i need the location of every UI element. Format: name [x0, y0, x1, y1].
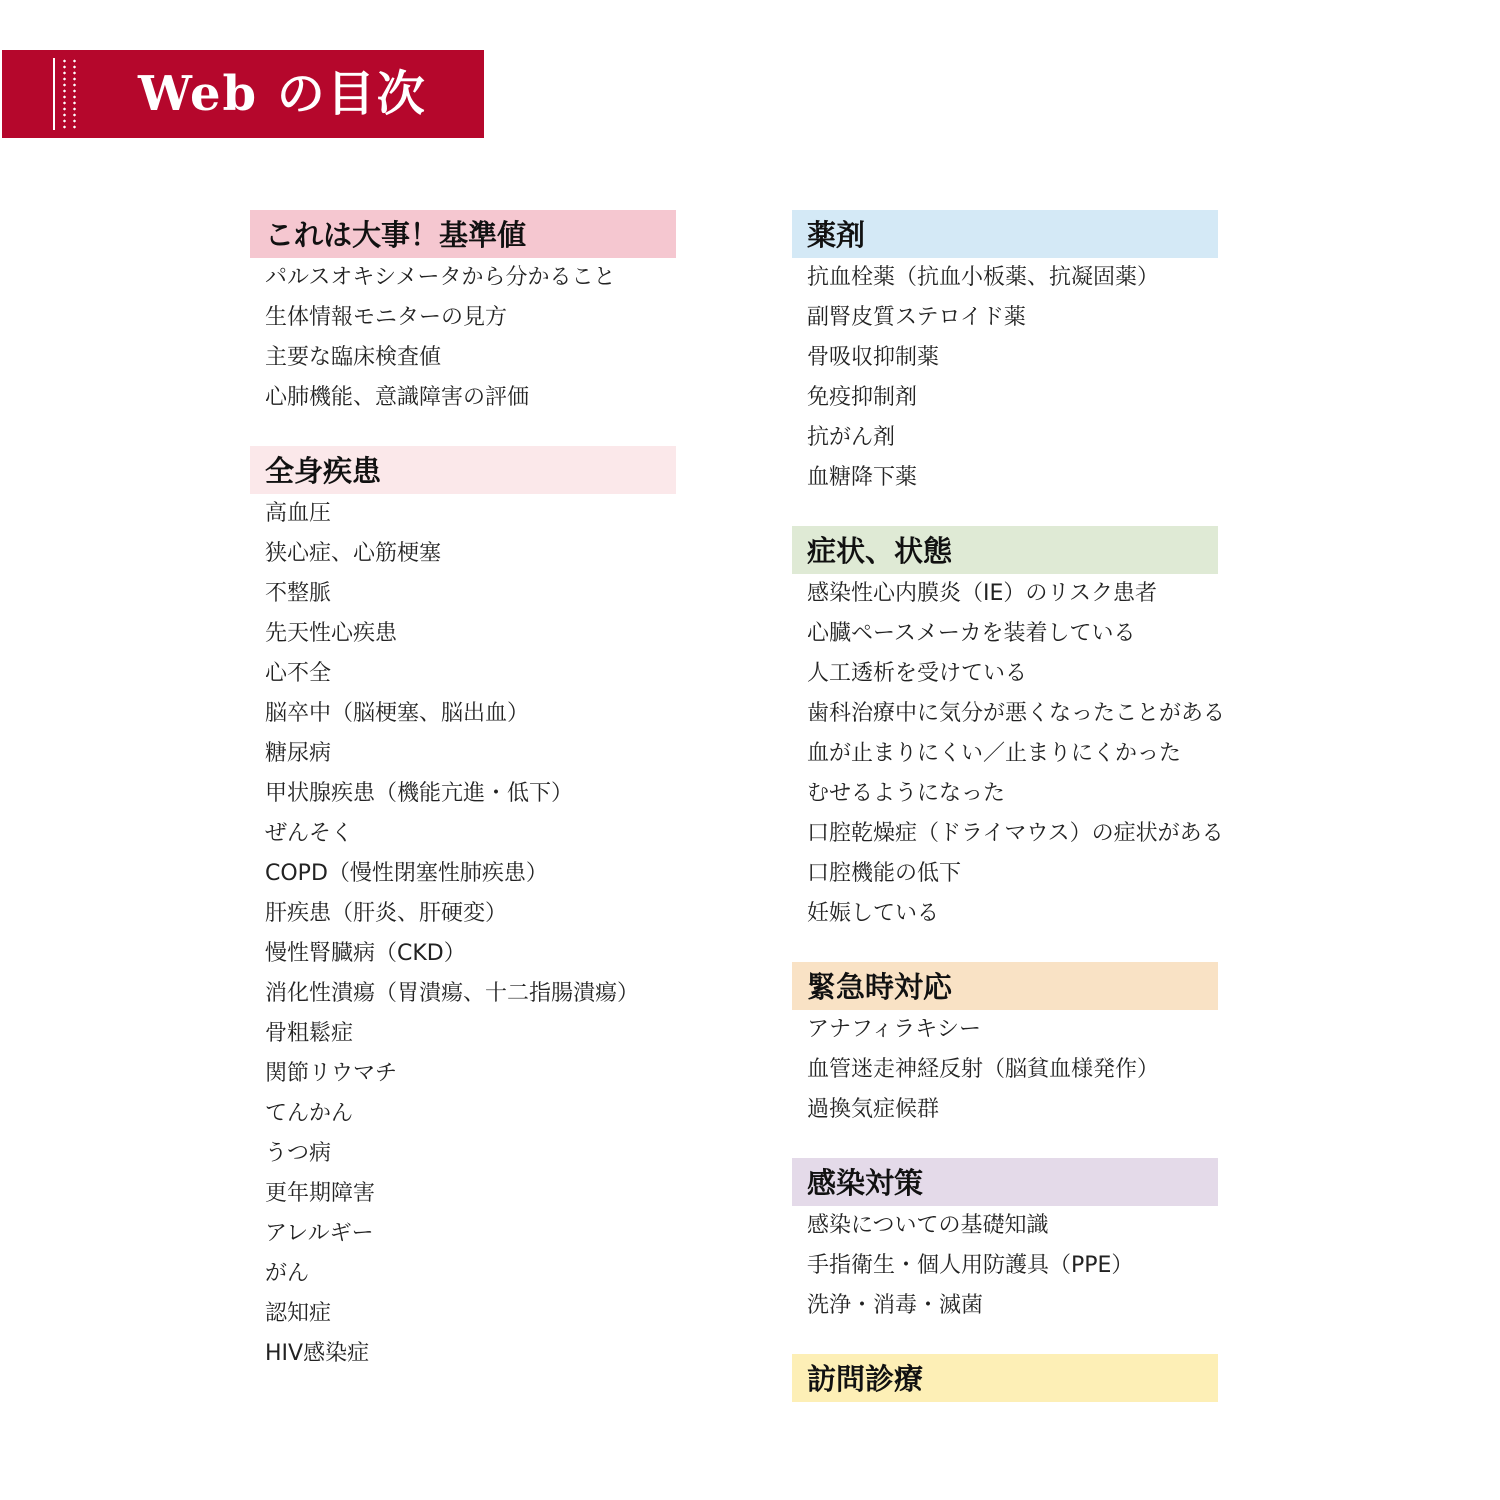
section-list: [792, 1010, 1232, 1130]
list-item[interactable]: 更年期障害: [265, 1181, 376, 1206]
list-item[interactable]: 関節リウマチ: [265, 1061, 398, 1086]
list-item[interactable]: 肝疾患（肝炎、肝硬変）: [265, 901, 508, 926]
list-item[interactable]: パルスオキシメータから分かること: [265, 265, 616, 290]
list-item[interactable]: 感染についての基礎知識: [807, 1213, 1049, 1238]
list-item[interactable]: 心肺機能、意識障害の評価: [265, 385, 530, 410]
section-emergency: [792, 962, 1232, 1130]
left-column: [250, 210, 690, 1374]
banner-dotted-line: [63, 58, 66, 130]
section-heading: 全身疾患: [250, 446, 676, 494]
list-item[interactable]: 脳卒中（脳梗塞、脳出血）: [265, 701, 530, 726]
section-infection-control: [792, 1158, 1232, 1326]
banner-dotted-line: [73, 58, 76, 130]
list-item[interactable]: 狭心症、心筋梗塞: [265, 541, 442, 566]
list-item[interactable]: アナフィラキシー: [807, 1017, 982, 1042]
section-systemic-diseases: [250, 446, 690, 1374]
list-item[interactable]: 抗がん剤: [807, 425, 896, 450]
section-list: [250, 258, 690, 418]
list-item[interactable]: COPD（慢性閉塞性肺疾患）: [265, 861, 548, 886]
banner-divider-line: [53, 58, 55, 130]
list-item[interactable]: 認知症: [265, 1301, 332, 1326]
list-item[interactable]: 消化性潰瘍（胃潰瘍、十二指腸潰瘍）: [265, 981, 640, 1006]
list-item[interactable]: 甲状腺疾患（機能亢進・低下）: [265, 781, 574, 806]
section-list: [792, 574, 1232, 934]
list-item[interactable]: 人工透析を受けている: [807, 661, 1028, 686]
list-item[interactable]: 口腔機能の低下: [807, 861, 962, 886]
list-item[interactable]: 骨粗鬆症: [265, 1021, 354, 1046]
list-item[interactable]: 主要な臨床検査値: [265, 345, 442, 370]
list-item[interactable]: 歯科治療中に気分が悪くなったことがある: [807, 701, 1226, 726]
right-column: [792, 210, 1232, 1402]
list-item[interactable]: 骨吸収抑制薬: [807, 345, 940, 370]
section-heading: 緊急時対応: [792, 962, 1218, 1010]
list-item[interactable]: 慢性腎臓病（CKD）: [265, 941, 466, 966]
list-item[interactable]: 手指衛生・個人用防護具（PPE）: [807, 1253, 1134, 1278]
section-heading: 薬剤: [792, 210, 1218, 258]
list-item[interactable]: てんかん: [265, 1101, 354, 1126]
list-item[interactable]: 洗浄・消毒・滅菌: [807, 1293, 984, 1318]
page-title: Web の目次: [138, 66, 427, 122]
title-banner: [2, 50, 484, 138]
list-item[interactable]: 血糖降下薬: [807, 465, 918, 490]
list-item[interactable]: アレルギー: [265, 1221, 374, 1246]
section-symptoms: [792, 526, 1232, 934]
list-item[interactable]: 先天性心疾患: [265, 621, 398, 646]
list-item[interactable]: うつ病: [265, 1141, 332, 1166]
section-heading: 症状、状態: [792, 526, 1218, 574]
list-item[interactable]: 心不全: [265, 661, 332, 686]
list-item[interactable]: むせるようになった: [807, 781, 1006, 806]
list-item[interactable]: 口腔乾燥症（ドライマウス）の症状がある: [807, 821, 1224, 846]
list-item[interactable]: 過換気症候群: [807, 1097, 940, 1122]
list-item[interactable]: 不整脈: [265, 581, 332, 606]
list-item[interactable]: がん: [265, 1261, 310, 1286]
section-heading: 感染対策: [792, 1158, 1218, 1206]
list-item[interactable]: 免疫抑制剤: [807, 385, 918, 410]
list-item[interactable]: HIV感染症: [265, 1341, 370, 1366]
section-home-visit: [792, 1354, 1232, 1402]
section-list: [792, 1206, 1232, 1326]
section-heading: 訪問診療: [792, 1354, 1218, 1402]
section-basics: [250, 210, 690, 418]
section-drugs: [792, 210, 1232, 498]
list-item[interactable]: 血管迷走神経反射（脳貧血様発作）: [807, 1057, 1160, 1082]
list-item[interactable]: 糖尿病: [265, 741, 332, 766]
list-item[interactable]: 感染性心内膜炎（IE）のリスク患者: [807, 581, 1157, 606]
list-item[interactable]: 抗血栓薬（抗血小板薬、抗凝固薬）: [807, 265, 1160, 290]
section-list: [792, 258, 1232, 498]
list-item[interactable]: 心臓ペースメーカを装着している: [807, 621, 1136, 646]
list-item[interactable]: 副腎皮質ステロイド薬: [807, 305, 1026, 330]
list-item[interactable]: ぜんそく: [265, 821, 354, 846]
list-item[interactable]: 高血圧: [265, 501, 332, 526]
section-heading: これは大事！基準値: [250, 210, 676, 258]
list-item[interactable]: 妊娠している: [807, 901, 940, 926]
section-list: [250, 494, 690, 1374]
list-item[interactable]: 生体情報モニターの見方: [265, 305, 508, 330]
list-item[interactable]: 血が止まりにくい／止まりにくかった: [807, 741, 1182, 766]
